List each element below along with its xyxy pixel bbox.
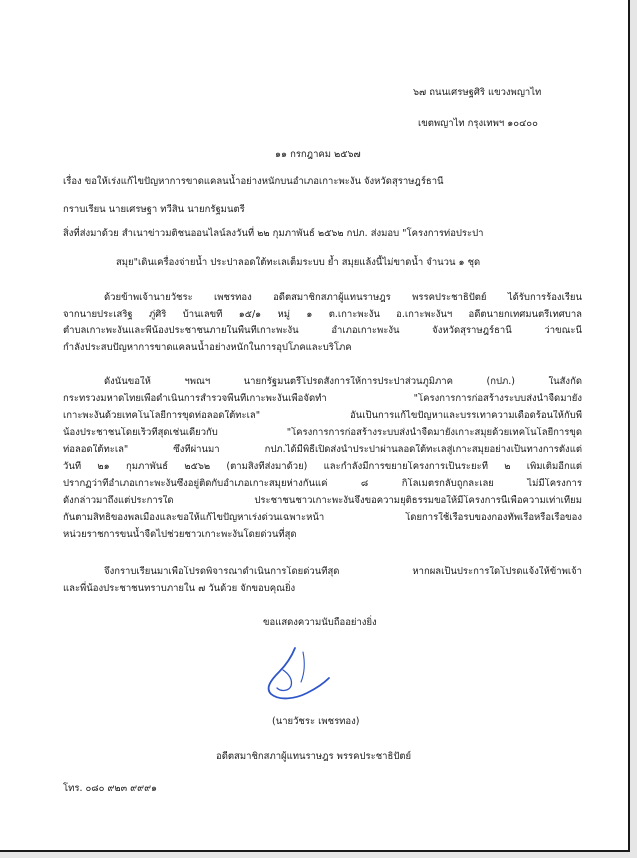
- signer-title: อดีตสมาชิกสภาผู้แทนราษฎร พรรคประชาธิปัตย์: [216, 751, 412, 762]
- paragraph3-line: จึงกราบเรียนมาเพื่อโปรดพิจารณาดำเนินการโดยด่วนที่สุด หากผลเป็นประการใดโปรดแจ้งให้ข้าพเจ้า: [104, 566, 582, 577]
- paragraph2-line: วันที่ ๒๑ กุมภาพันธ์ ๒๕๖๒ (ตามสิ่งที่ส่งมาด้วย) และกำลังมีการขยายโครงการเป็นระยะที่ ๒ เพิ่มเติมอีกแต่: [63, 461, 582, 472]
- paragraph2-line: เกาะพะงันด้วยเทคโนโลยีการขุดท่อลอดใต้ทะเล" อันเป็นการแก้ไขปัญหาและบรรเทาความเดือดร้อนให้กับพี่: [63, 410, 582, 421]
- salutation-line: กราบเรียน นายเศรษฐา ทวีสิน นายกรัฐมนตรี: [63, 204, 245, 215]
- page-edge-bottom-shadow: [0, 852, 637, 858]
- closing-line: ขอแสดงความนับถืออย่างยิ่ง: [263, 617, 377, 628]
- sender-address-line1: ๖๗ ถนนเศรษฐศิริ แขวงพญาไท: [413, 87, 542, 98]
- paragraph2-line: กันตามสิทธิของพลเมืองและขอให้แก้ไขปัญหาเร่งด่วนเฉพาะหน้า โดยการใช้เรือรบของกองทัพเรือหรือเรือของ: [63, 512, 582, 523]
- phone-number: โทร. ๐๘๐ ๙๒๓ ๙๙๙๑: [63, 783, 158, 794]
- enclosure-line2: สมุย"เดินเครื่องจ่ายน้ำ ประปาลอดใต้ทะเลเต็มระบบ ย้ำ สมุยแล้งนี้ไม่ขาดน้ำ จำนวน ๑ ชุด: [116, 257, 481, 268]
- paragraph2-line: ดังนั้นขอให้ ฯพณฯ นายกรัฐมนตรีโปรดสั่งการให้การประปาส่วนภูมิภาค (กปภ.) ในสังกัด: [104, 376, 582, 387]
- paragraph1-line: ตำบลเกาะพะงันและพี่น้องประชาชนภายในพื้นที่เกาะพะงัน อำเภอเกาะพะงัน จังหวัดสุราษฎร์ธานี ว่าขณะนี้: [63, 325, 582, 336]
- paragraph2-line: ปรากฏว่าที่อำเภอเกาะพะงันซึ่งอยู่ติดกับอำเภอเกาะสมุยห่างกันแค่ ๘ กิโลเมตรกลับถูกละเลย ไม่มีโครงการ: [63, 478, 582, 489]
- sender-address-line2: เขตพญาไท กรุงเทพฯ ๑๐๔๐๐: [418, 118, 538, 129]
- subject-line: เรื่อง ขอให้เร่งแก้ไขปัญหาการขาดแคลนน้ำอย่างหนักบนอำเภอเกาะพะงัน จังหวัดสุราษฎร์ธานี: [63, 176, 444, 187]
- paragraph2-line: น้องประชาชนโดยเร็วที่สุดเช่นเดียวกับ "โครงการการก่อสร้างระบบส่งน้ำจืดมายังเกาะสมุยด้วยเทคโนโลยีการขุด: [63, 427, 582, 438]
- handwritten-signature: [255, 644, 345, 706]
- signer-name: (นายวัชระ เพชรทอง): [272, 716, 360, 727]
- paragraph1-line: ด้วยข้าพเจ้านายวัชระ เพชรทอง อดีตสมาชิกสภาผู้แทนราษฎร พรรคประชาธิปัตย์ ได้รับการร้องเรียน: [104, 292, 582, 303]
- paragraph2-line: ดังกล่าวมาถึงแต่ประการใด ประชาชนชาวเกาะพะงันจึงขอความยุติธรรมขอให้มีโครงการนี้เพื่อความเท่าเทียม: [63, 495, 582, 506]
- paragraph1-line: กำลังประสบปัญหาการขาดแคลนน้ำอย่างหนักในการอุปโภคและบริโภค: [63, 342, 352, 353]
- letter-date: ๑๑ กรกฎาคม ๒๕๖๗: [275, 149, 361, 160]
- paragraph1-line: จากนายประเสริฐ ภู่ศิริ บ้านเลขที่ ๑๕/๑ หมู่ ๑ ต.เกาะพะงัน อ.เกาะพะงันฯ อดีตนายกเทศมนตรีเทศบาล: [63, 309, 582, 320]
- paragraph2-line: กระทรวงมหาดไทยเพื่อดำเนินการสำรวจพื้นที่เกาะพะงันเพื่อจัดทำ "โครงการการก่อสร้างระบบส่งน้ำจืดมายัง: [63, 393, 582, 404]
- enclosure-line1: สิ่งที่ส่งมาด้วย สำเนาข่าวมติชนออนไลน์ลงวันที่ ๒๒ กุมภาพันธ์ ๒๕๖๒ กปภ. ส่งมอบ "โครงการท่อประปา: [63, 228, 484, 239]
- page-edge-right-shadow: [630, 0, 637, 858]
- paragraph2-line: หน่วยราชการขนน้ำจืดไปช่วยชาวเกาะพะงันโดยด่วนที่สุด: [63, 529, 297, 540]
- paragraph2-line: ท่อลอดใต้ทะเล" ซึ่งที่ผ่านมา กปภ.ได้มีพิธีเปิดส่งน้ำประปาผ่านลอดใต้ทะเลสู่เกาะสมุยอย่างเป็นทางการตั้งแต่: [63, 444, 582, 455]
- paragraph3-line: และพี่น้องประชาชนทราบภายใน ๗ วันด้วย จักขอบคุณยิ่ง: [63, 583, 296, 594]
